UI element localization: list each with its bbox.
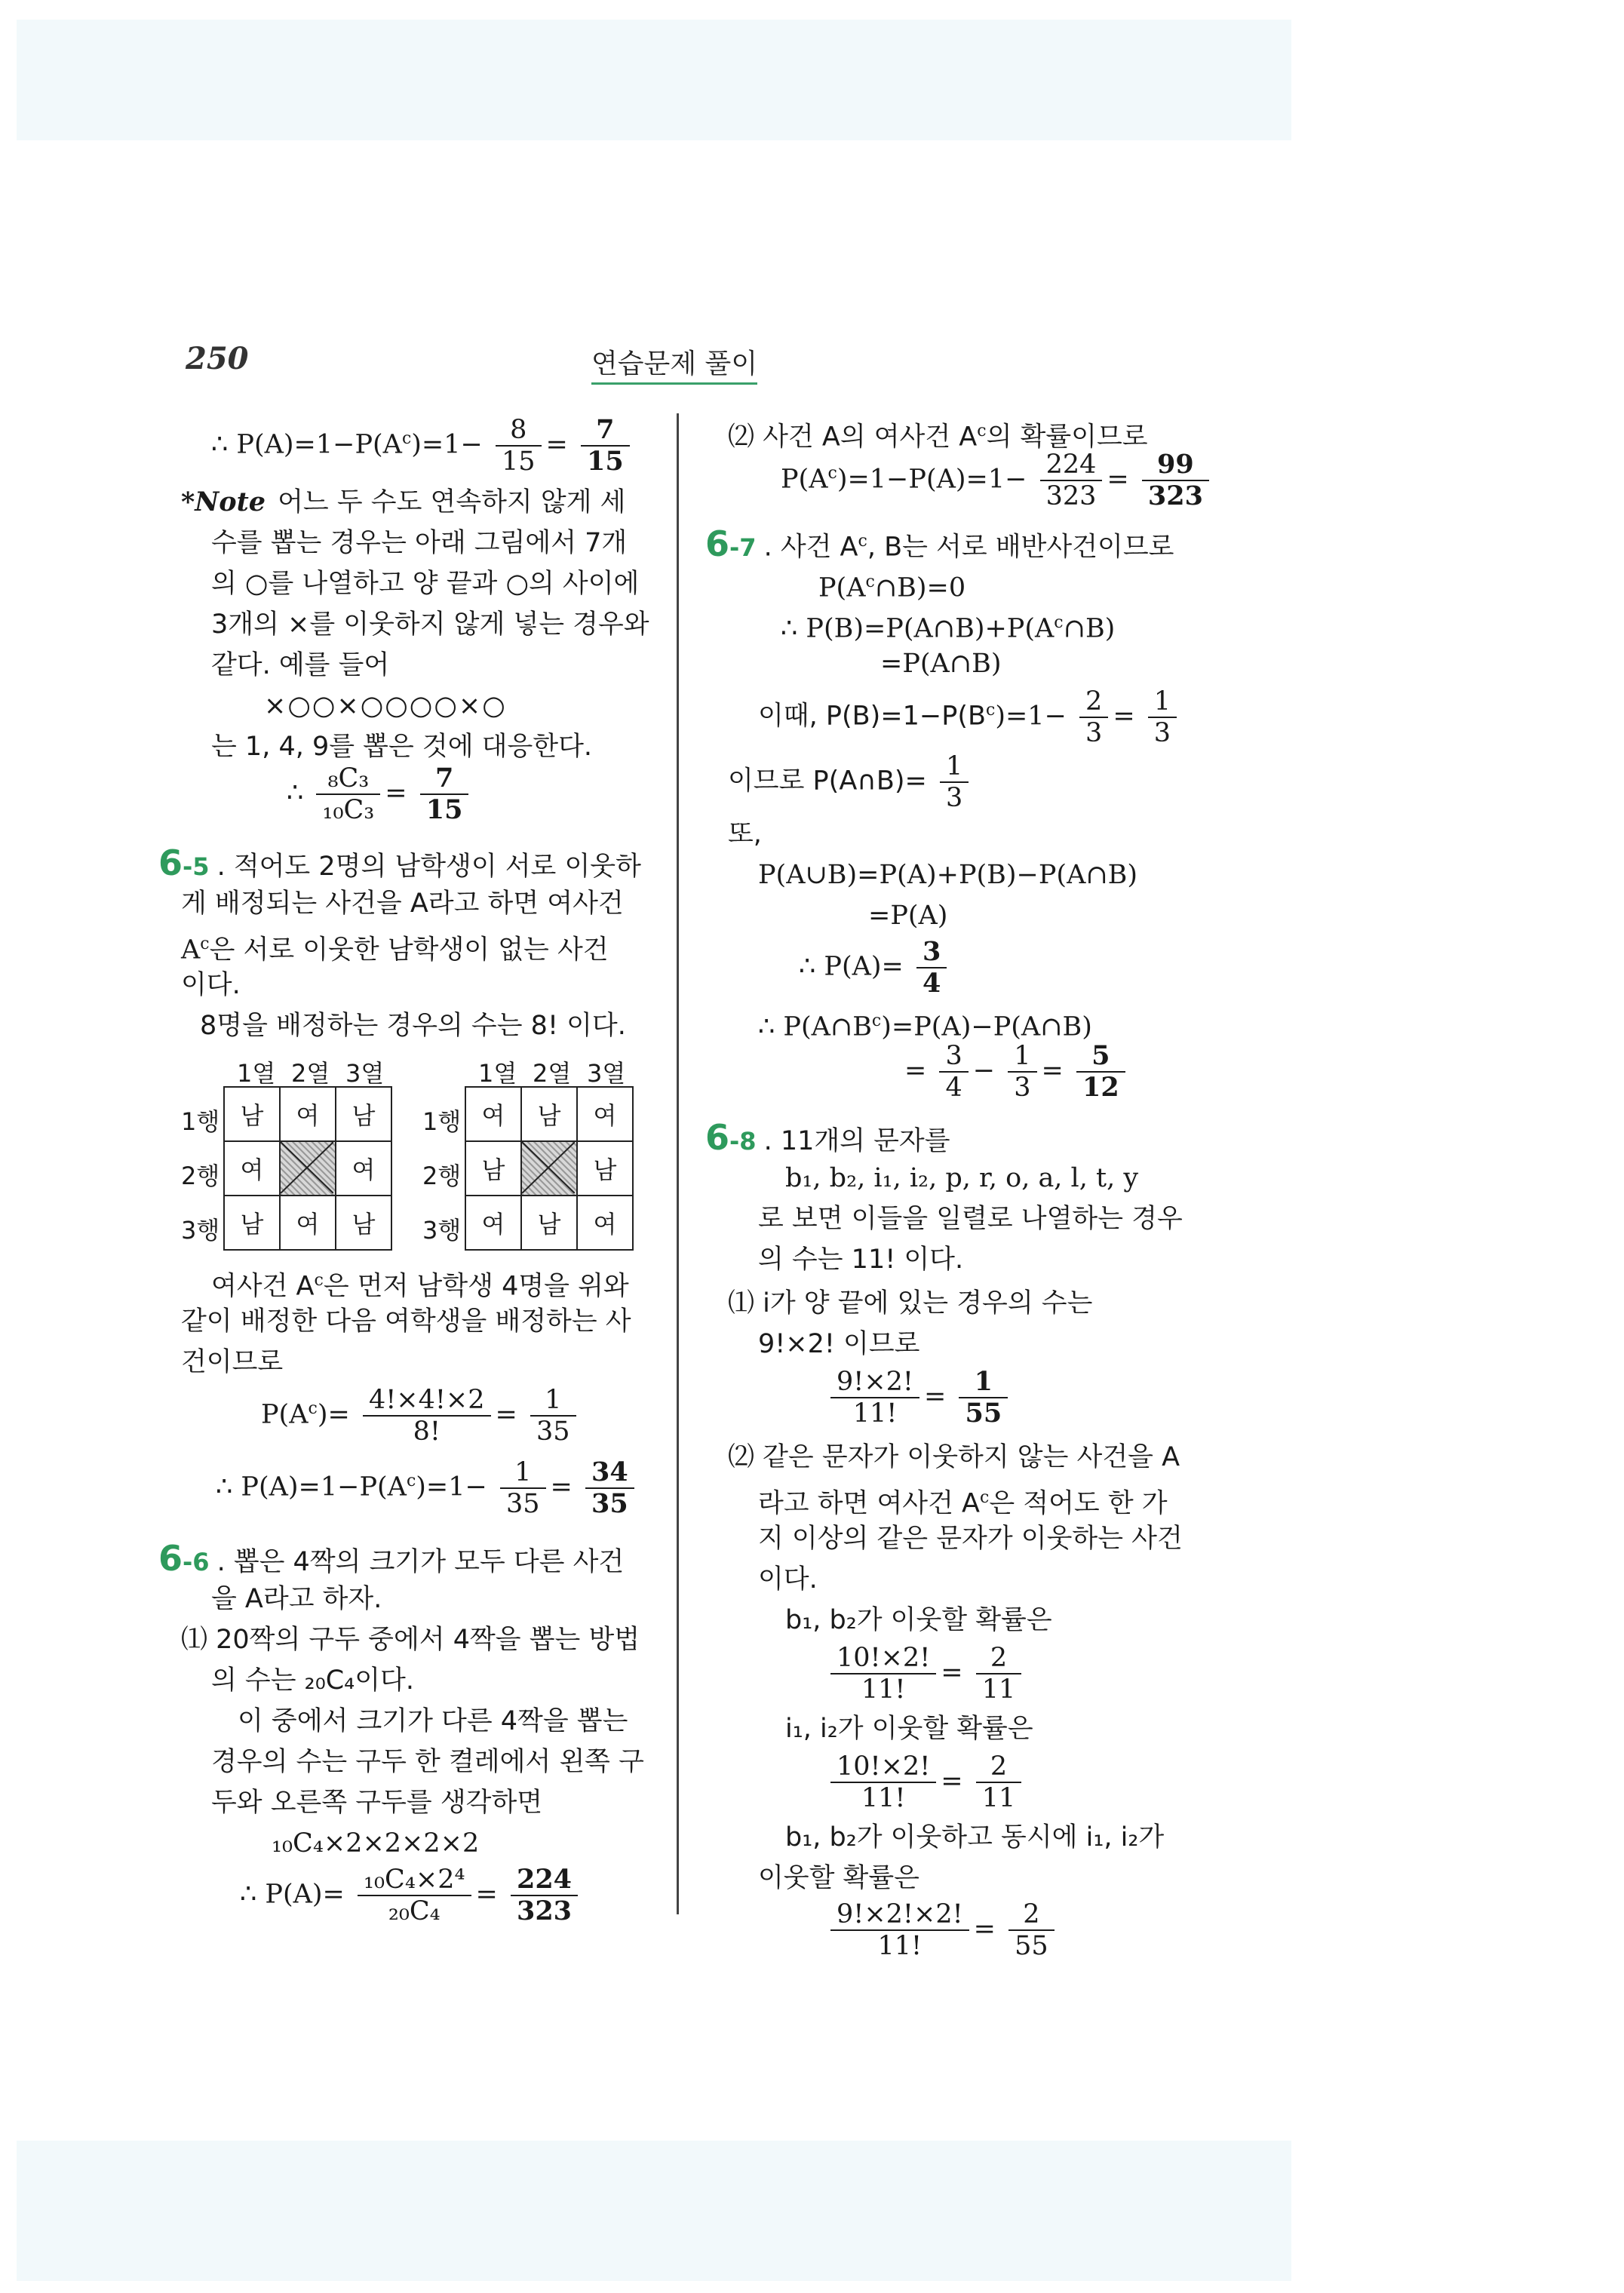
p67-eq-6: P(A∪B)=P(A)+P(B)−P(A∩B) [758,860,1138,890]
grid1-cell: 남 [224,1087,280,1141]
p67-eq-7: =P(A) [868,901,948,931]
p68-eq-4: $\frac{9!\times 2!\times 2!}{11!}$ = $\frac{2}{55}$ [826,1899,1059,1961]
problem-6-6-header: 6-6 . 뽑은 4짝의 크기가 모두 다른 사건 [158,1538,625,1579]
grid1-cell: 남 [336,1196,391,1250]
p65-line-1: 게 배정되는 사건을 A라고 하면 여사건 [181,889,624,919]
grid2-cell: 여 [577,1087,633,1141]
note-line-2: 의 ○를 나열하고 양 끝과 ○의 사이에 [211,569,640,599]
p66-line-5: 경우의 수는 구두 한 켤레에서 왼쪽 구 [211,1747,644,1777]
grid1-cell: 여 [280,1196,336,1250]
p67-eq-3: =P(A∩B) [880,649,1002,679]
problem-6-5-header: 6-5 . 적어도 2명의 남학생이 서로 이웃하 [158,843,641,883]
p67-eq-9: ∴ $P(A\cap B^c)=P(A)-P(A\cap B)$ [758,1011,1092,1042]
p67-eq-8: ∴ P(A)= $\frac{3}{4}$ [799,937,951,999]
p68-line-10: b₁, b₂가 이웃할 확률은 [785,1605,1052,1635]
eq-pa-2: ∴ $P(A)=1-P(A^c)=1-$ $\frac{1}{35}$ = $\frac{34}{35}$ [216,1457,639,1519]
note-line-0: *Note 어느 두 수도 연속하지 않게 세 [181,487,626,517]
p68-line-3: 의 수는 11! 이다. [758,1245,964,1275]
seat-grid-2 [465,1086,634,1251]
grid2-cell: 남 [577,1141,633,1196]
grid1-cell: 여 [224,1141,280,1196]
p68-line-9: 이다. [758,1564,818,1595]
grid1-row-1: 1행 [181,1107,220,1136]
grid1-row-2: 2행 [181,1162,220,1190]
grid2-col-3: 3열 [587,1059,626,1088]
grid1-cell: 여 [280,1087,336,1141]
grid1-col-3: 3열 [345,1059,385,1088]
after-grid-0: 여사건 $A^c$은 먼저 남학생 4명을 위와 [211,1271,629,1302]
grid2-hatched-cell [521,1141,577,1196]
grid2-cell: 여 [465,1087,521,1141]
p68-line-6: ⑵ 같은 문자가 이웃하지 않는 사건을 A [728,1442,1180,1472]
grid2-row-1: 1행 [422,1107,462,1136]
p68-line-5: 9!×2! 이므로 [758,1329,920,1359]
p66-line-7: ₁₀C₄×2×2×2×2 [272,1828,480,1859]
note-line-4: 같다. 예를 들어 [211,650,390,680]
grid2-cell: 여 [577,1196,633,1250]
grid2-row-3: 3행 [422,1216,462,1245]
bottom-color-band [17,2141,1291,2281]
grid1-row-3: 3행 [181,1216,220,1245]
p66-line-1: 을 A라고 하자. [211,1584,382,1614]
problem-6-8-header: 6-8 . 11개의 문자를 [705,1117,950,1158]
p67-eq-2: ∴ $P(B)=P(A\cap B)+P(A^c\cap B)$ [781,613,1116,644]
p68-eq-2: $\frac{10!\times 2!}{11!}$ = $\frac{2}{11}$ [826,1643,1026,1705]
eq-pac-2: $P(A^c)=1-P(A)=1-$ $\frac{224}{323}$ = $\frac{99}{323}$ [781,450,1214,511]
p66-line-6: 두와 오른쪽 구두를 생각하면 [211,1788,543,1818]
eq-pa-3: ∴ P(A)= $\frac{\text{₁₀C₄×2⁴}}{\text{₂₀C₄}}$ = $\frac{224}{323}$ [240,1865,582,1926]
note-line-3: 3개의 ×를 이웃하지 않게 넣는 경우와 [211,609,649,640]
p65-line-2: $A^c$은 서로 이웃한 남학생이 없는 사건 [181,935,609,965]
eq-pac: $P(A^c)=$ $\frac{4!\times 4!\times 2}{8!}$ = $\frac{1}{35}$ [261,1385,581,1447]
p67-eq-1: $P(A^c\cap B)=0$ [818,572,966,603]
p68-line-13: 이웃할 확률은 [758,1863,919,1893]
page-number: 250 [186,341,249,376]
grid1-hatched-cell [280,1141,336,1196]
p67-eq-4: 이때, $P(B)=1-P(B^c)=1-$ $\frac{2}{3}$ = $\frac{1}{3}$ [758,686,1181,748]
p68-eq-1: $\frac{9!\times 2!}{11!}$ = $\frac{1}{55}$ [826,1367,1012,1429]
after-grid-2: 건이므로 [181,1347,284,1377]
p68-line-11: i₁, i₂가 이웃할 확률은 [785,1714,1033,1744]
grid1-col-1: 1열 [237,1059,276,1088]
p68-line-12: b₁, b₂가 이웃하고 동시에 i₁, i₂가 [785,1822,1165,1853]
note-line-1: 수를 뽑는 경우는 아래 그림에서 7개 [211,528,628,558]
top-color-band [17,20,1291,140]
p66-line-2: ⑴ 20짝의 구두 중에서 4짝을 뽑는 방법 [181,1625,640,1655]
grid1-cell: 남 [336,1087,391,1141]
p67-also: 또, [728,819,762,849]
p68-eq-3: $\frac{10!\times 2!}{11!}$ = $\frac{2}{11}$ [826,1751,1026,1813]
note-line-6: 는 1, 4, 9를 뽑은 것에 대응한다. [211,732,593,762]
p67-eq-5: 이므로 P(A∩B)= $\frac{1}{3}$ [728,751,973,813]
grid2-cell: 여 [465,1196,521,1250]
p68-letters: b₁, b₂, i₁, i₂, p, r, o, a, l, t, y [785,1163,1139,1193]
running-title: 연습문제 풀이 [591,342,757,385]
grid2-row-2: 2행 [422,1162,462,1190]
grid2-cell: 남 [521,1087,577,1141]
grid2-cell: 남 [521,1196,577,1250]
p66-line-4: 이 중에서 크기가 다른 4짝을 뽑는 [238,1706,628,1736]
grid2-cell: 남 [465,1141,521,1196]
r-line-1: ⑵ 사건 A의 여사건 $A^c$의 확률이므로 [728,422,1148,453]
grid2-col-1: 1열 [478,1059,517,1088]
p65-line-3: 이다. [181,970,241,1000]
after-grid-1: 같이 배정한 다음 여학생을 배정하는 사 [181,1306,631,1337]
p68-line-8: 지 이상의 같은 문자가 이웃하는 사건 [758,1524,1183,1554]
p68-line-7: 라고 하면 여사건 $A^c$은 적어도 한 가 [758,1488,1168,1519]
column-divider [677,413,679,1914]
grid1-col-2: 2열 [291,1059,330,1088]
seat-grid-1 [223,1086,392,1251]
p65-line-4: 8명을 배정하는 경우의 수는 8! 이다. [200,1011,626,1041]
grid1-cell: 여 [336,1141,391,1196]
p66-line-3: 의 수는 ₂₀C₄이다. [211,1665,414,1696]
eq-pa-1: ∴ $P(A)=1-P(A^c)=1-$ $\frac{8}{15}$ = $\frac{7}{15}$ [211,415,634,477]
eq-comb: ∴ $\frac{\text{₈C₃}}{\text{₁₀C₃}}$ = $\frac{7}{15}$ [287,763,473,825]
p67-eq-10: = $\frac{3}{4}$ − $\frac{1}{3}$ = $\frac{5}{12}$ [904,1041,1130,1103]
grid1-cell: 남 [224,1196,280,1250]
p68-line-4: ⑴ i가 양 끝에 있는 경우의 수는 [728,1288,1093,1318]
note-line-5: ×○○×○○○○×○ [264,691,507,721]
problem-6-7-header: 6-7 . 사건 $A^c$, B는 서로 배반사건이므로 [705,523,1174,564]
p68-line-2: 로 보면 이들을 일렬로 나열하는 경우 [758,1204,1183,1234]
grid2-col-2: 2열 [533,1059,572,1088]
